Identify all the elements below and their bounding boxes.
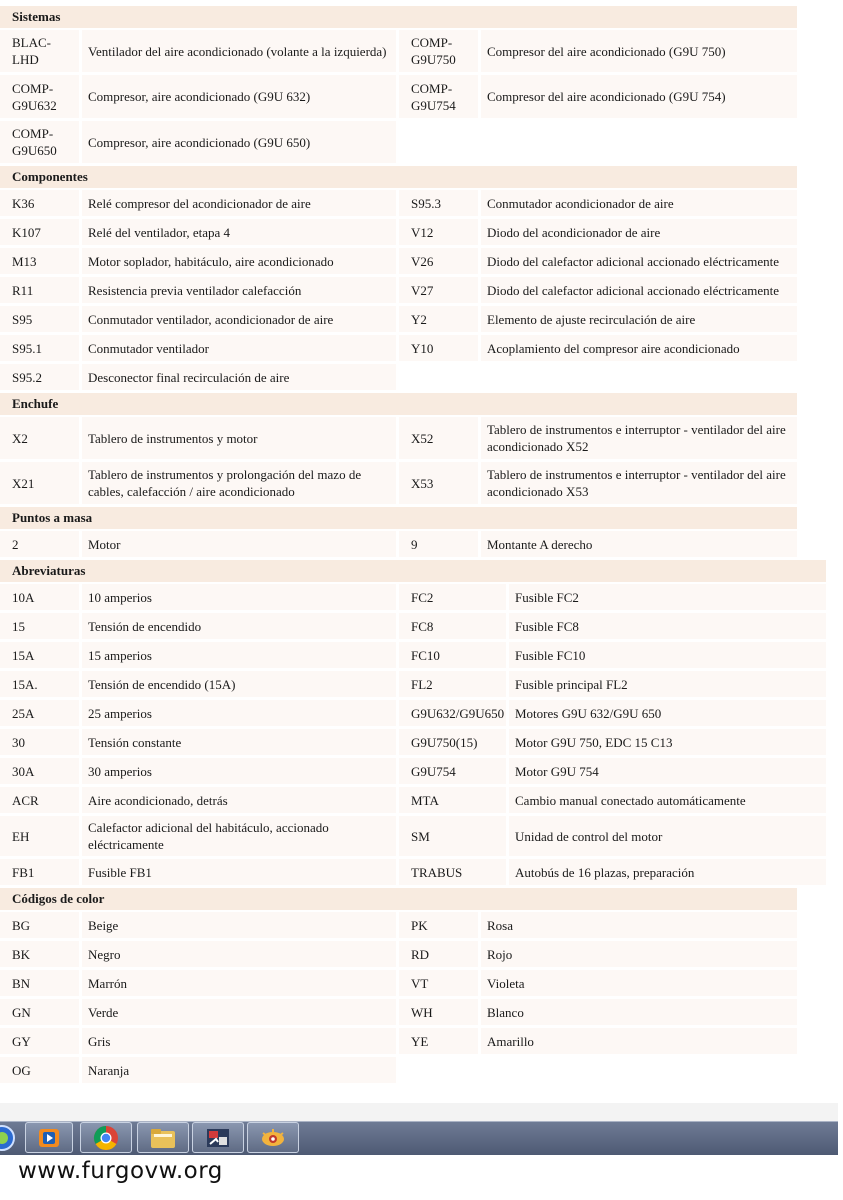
table-row bbox=[0, 700, 843, 729]
section-title: Puntos a masa bbox=[0, 507, 797, 531]
abbreviation-cell: OG bbox=[0, 1057, 82, 1083]
description-cell: Calefactor adicional del habitáculo, accionado eléctricamente bbox=[82, 816, 399, 856]
image-viewer-app-icon[interactable] bbox=[247, 1122, 299, 1153]
abbreviation-cell: COMP-G9U754 bbox=[399, 75, 481, 118]
description-cell: Cambio manual conectado automáticamente bbox=[509, 787, 826, 813]
description-cell: 10 amperios bbox=[82, 584, 399, 610]
abbreviation-cell: 15 bbox=[0, 613, 82, 639]
description-cell: Elemento de ajuste recirculación de aire bbox=[481, 306, 797, 332]
abbreviation-cell: MTA bbox=[399, 787, 509, 813]
abbreviation-cell: BK bbox=[0, 941, 82, 967]
abbreviation-cell: Y10 bbox=[399, 335, 481, 361]
screen-capture-app-icon[interactable] bbox=[192, 1122, 244, 1153]
description-cell bbox=[481, 364, 797, 390]
section-title: Sistemas bbox=[0, 6, 797, 30]
description-cell: Naranja bbox=[82, 1057, 399, 1083]
description-cell: Tensión de encendido (15A) bbox=[82, 671, 399, 697]
table-row bbox=[0, 1057, 843, 1086]
abbreviation-cell: FC2 bbox=[399, 584, 509, 610]
description-cell: Unidad de control del motor bbox=[509, 816, 826, 856]
description-cell: Relé del ventilador, etapa 4 bbox=[82, 219, 399, 245]
table-row bbox=[0, 335, 843, 364]
abbreviation-cell: X52 bbox=[399, 417, 481, 459]
description-cell: 30 amperios bbox=[82, 758, 399, 784]
description-cell: Compresor del aire acondicionado (G9U 754) bbox=[481, 75, 797, 118]
description-cell: Violeta bbox=[481, 970, 797, 996]
table-row bbox=[0, 729, 843, 758]
abbreviation-cell: Y2 bbox=[399, 306, 481, 332]
description-cell: Motor soplador, habitáculo, aire acondicionado bbox=[82, 248, 399, 274]
description-cell: Motor G9U 750, EDC 15 C13 bbox=[509, 729, 826, 755]
description-cell: Compresor, aire acondicionado (G9U 650) bbox=[82, 121, 399, 163]
abbreviation-cell: V12 bbox=[399, 219, 481, 245]
section-title: Enchufe bbox=[0, 393, 797, 417]
abbreviation-cell: X21 bbox=[0, 462, 82, 504]
description-cell: Autobús de 16 plazas, preparación bbox=[509, 859, 826, 885]
abbreviation-cell: 30 bbox=[0, 729, 82, 755]
description-cell: Rosa bbox=[481, 912, 797, 938]
table-row bbox=[0, 941, 843, 970]
table-row bbox=[0, 584, 843, 613]
description-cell: Diodo del acondicionador de aire bbox=[481, 219, 797, 245]
table-row bbox=[0, 190, 843, 219]
abbreviation-cell: 10A bbox=[0, 584, 82, 610]
glossary-tables bbox=[0, 6, 843, 1086]
table-row bbox=[0, 671, 843, 700]
description-cell: Tablero de instrumentos e interruptor - ventilador del aire acondicionado X53 bbox=[481, 462, 797, 504]
description-cell: Amarillo bbox=[481, 1028, 797, 1054]
watermark: www.furgovw.org bbox=[18, 1158, 223, 1184]
file-explorer-icon[interactable] bbox=[137, 1122, 189, 1153]
abbreviation-cell: G9U754 bbox=[399, 758, 509, 784]
table-row bbox=[0, 277, 843, 306]
table-row bbox=[0, 758, 843, 787]
description-cell: Tablero de instrumentos y motor bbox=[82, 417, 399, 459]
abbreviation-cell: 2 bbox=[0, 531, 82, 557]
table-row bbox=[0, 248, 843, 277]
abbreviation-cell: R11 bbox=[0, 277, 82, 303]
description-cell: Gris bbox=[82, 1028, 399, 1054]
abbreviation-cell: PK bbox=[399, 912, 481, 938]
abbreviation-cell: SM bbox=[399, 816, 509, 856]
description-cell: Diodo del calefactor adicional accionado eléctricamente bbox=[481, 277, 797, 303]
description-cell: Diodo del calefactor adicional accionado eléctricamente bbox=[481, 248, 797, 274]
description-cell: Fusible FC2 bbox=[509, 584, 826, 610]
table-row bbox=[0, 306, 843, 335]
abbreviation-cell bbox=[399, 121, 481, 163]
abbreviation-cell: 15A. bbox=[0, 671, 82, 697]
abbreviation-cell bbox=[399, 364, 481, 390]
description-cell: Blanco bbox=[481, 999, 797, 1025]
table-row bbox=[0, 531, 843, 560]
table-row bbox=[0, 1028, 843, 1057]
description-cell: Ventilador del aire acondicionado (volante a la izquierda) bbox=[82, 30, 399, 72]
description-cell: Compresor, aire acondicionado (G9U 632) bbox=[82, 75, 399, 118]
description-cell: Verde bbox=[82, 999, 399, 1025]
description-cell: Fusible FC10 bbox=[509, 642, 826, 668]
description-cell: Motor G9U 754 bbox=[509, 758, 826, 784]
abbreviation-cell: K36 bbox=[0, 190, 82, 216]
table-row bbox=[0, 75, 843, 121]
description-cell: Desconector final recirculación de aire bbox=[82, 364, 399, 390]
abbreviation-cell: X53 bbox=[399, 462, 481, 504]
description-cell: Montante A derecho bbox=[481, 531, 797, 557]
table-row bbox=[0, 970, 843, 999]
description-cell: Resistencia previa ventilador calefacción bbox=[82, 277, 399, 303]
description-cell: Motores G9U 632/G9U 650 bbox=[509, 700, 826, 726]
abbreviation-cell: K107 bbox=[0, 219, 82, 245]
description-cell: Fusible principal FL2 bbox=[509, 671, 826, 697]
abbreviation-cell: FC10 bbox=[399, 642, 509, 668]
section-title: Componentes bbox=[0, 166, 797, 190]
table-row bbox=[0, 30, 843, 75]
abbreviation-cell: S95.3 bbox=[399, 190, 481, 216]
description-cell bbox=[481, 121, 797, 163]
abbreviation-cell: S95.1 bbox=[0, 335, 82, 361]
abbreviation-cell: 30A bbox=[0, 758, 82, 784]
abbreviation-cell: V26 bbox=[399, 248, 481, 274]
table-row bbox=[0, 787, 843, 816]
abbreviation-cell: G9U750(15) bbox=[399, 729, 509, 755]
table-row bbox=[0, 121, 843, 166]
abbreviation-cell: FL2 bbox=[399, 671, 509, 697]
media-player-icon[interactable] bbox=[25, 1122, 73, 1153]
taskbar-separator bbox=[0, 1103, 838, 1121]
abbreviation-cell: GY bbox=[0, 1028, 82, 1054]
description-cell: Conmutador acondicionador de aire bbox=[481, 190, 797, 216]
description-cell: Conmutador ventilador bbox=[82, 335, 399, 361]
table-row bbox=[0, 417, 843, 462]
abbreviation-cell: 15A bbox=[0, 642, 82, 668]
description-cell: Motor bbox=[82, 531, 399, 557]
abbreviation-cell: RD bbox=[399, 941, 481, 967]
abbreviation-cell: 9 bbox=[399, 531, 481, 557]
description-cell: Rojo bbox=[481, 941, 797, 967]
abbreviation-cell: G9U632/G9U650 bbox=[399, 700, 509, 726]
abbreviation-cell: EH bbox=[0, 816, 82, 856]
description-cell: Marrón bbox=[82, 970, 399, 996]
abbreviation-cell: COMP-G9U650 bbox=[0, 121, 82, 163]
abbreviation-cell bbox=[399, 1057, 481, 1083]
description-cell: Fusible FC8 bbox=[509, 613, 826, 639]
abbreviation-cell: S95.2 bbox=[0, 364, 82, 390]
chrome-icon[interactable] bbox=[80, 1122, 132, 1153]
description-cell: 15 amperios bbox=[82, 642, 399, 668]
description-cell: Relé compresor del acondicionador de aire bbox=[82, 190, 399, 216]
abbreviation-cell: ACR bbox=[0, 787, 82, 813]
abbreviation-cell: 25A bbox=[0, 700, 82, 726]
abbreviation-cell: VT bbox=[399, 970, 481, 996]
abbreviation-cell: COMP-G9U632 bbox=[0, 75, 82, 118]
description-cell: Beige bbox=[82, 912, 399, 938]
description-cell: Fusible FB1 bbox=[82, 859, 399, 885]
abbreviation-cell: GN bbox=[0, 999, 82, 1025]
table-row bbox=[0, 219, 843, 248]
description-cell: Compresor del aire acondicionado (G9U 750) bbox=[481, 30, 797, 72]
abbreviation-cell: WH bbox=[399, 999, 481, 1025]
abbreviation-cell: TRABUS bbox=[399, 859, 509, 885]
description-cell bbox=[481, 1057, 797, 1083]
description-cell: Conmutador ventilador, acondicionador de aire bbox=[82, 306, 399, 332]
abbreviation-cell: FC8 bbox=[399, 613, 509, 639]
table-row bbox=[0, 364, 843, 393]
abbreviation-cell: S95 bbox=[0, 306, 82, 332]
table-row bbox=[0, 912, 843, 941]
table-row bbox=[0, 613, 843, 642]
abbreviation-cell: BN bbox=[0, 970, 82, 996]
table-row bbox=[0, 462, 843, 507]
table-row bbox=[0, 999, 843, 1028]
abbreviation-cell: BLAC-LHD bbox=[0, 30, 82, 72]
description-cell: Tablero de instrumentos y prolongación del mazo de cables, calefacción / aire acondicionado bbox=[82, 462, 399, 504]
abbreviation-cell: X2 bbox=[0, 417, 82, 459]
section-title: Códigos de color bbox=[0, 888, 797, 912]
description-cell: Tensión constante bbox=[82, 729, 399, 755]
table-row bbox=[0, 816, 843, 859]
description-cell: Tablero de instrumentos e interruptor - ventilador del aire acondicionado X52 bbox=[481, 417, 797, 459]
abbreviation-cell: M13 bbox=[0, 248, 82, 274]
abbreviation-cell: YE bbox=[399, 1028, 481, 1054]
abbreviation-cell: COMP-G9U750 bbox=[399, 30, 481, 72]
start-orb-icon[interactable] bbox=[0, 1122, 16, 1153]
description-cell: 25 amperios bbox=[82, 700, 399, 726]
description-cell: Tensión de encendido bbox=[82, 613, 399, 639]
abbreviation-cell: FB1 bbox=[0, 859, 82, 885]
section-title: Abreviaturas bbox=[0, 560, 826, 584]
description-cell: Aire acondicionado, detrás bbox=[82, 787, 399, 813]
abbreviation-cell: BG bbox=[0, 912, 82, 938]
table-row bbox=[0, 642, 843, 671]
description-cell: Negro bbox=[82, 941, 399, 967]
abbreviation-cell: V27 bbox=[399, 277, 481, 303]
description-cell: Acoplamiento del compresor aire acondicionado bbox=[481, 335, 797, 361]
table-row bbox=[0, 859, 843, 888]
